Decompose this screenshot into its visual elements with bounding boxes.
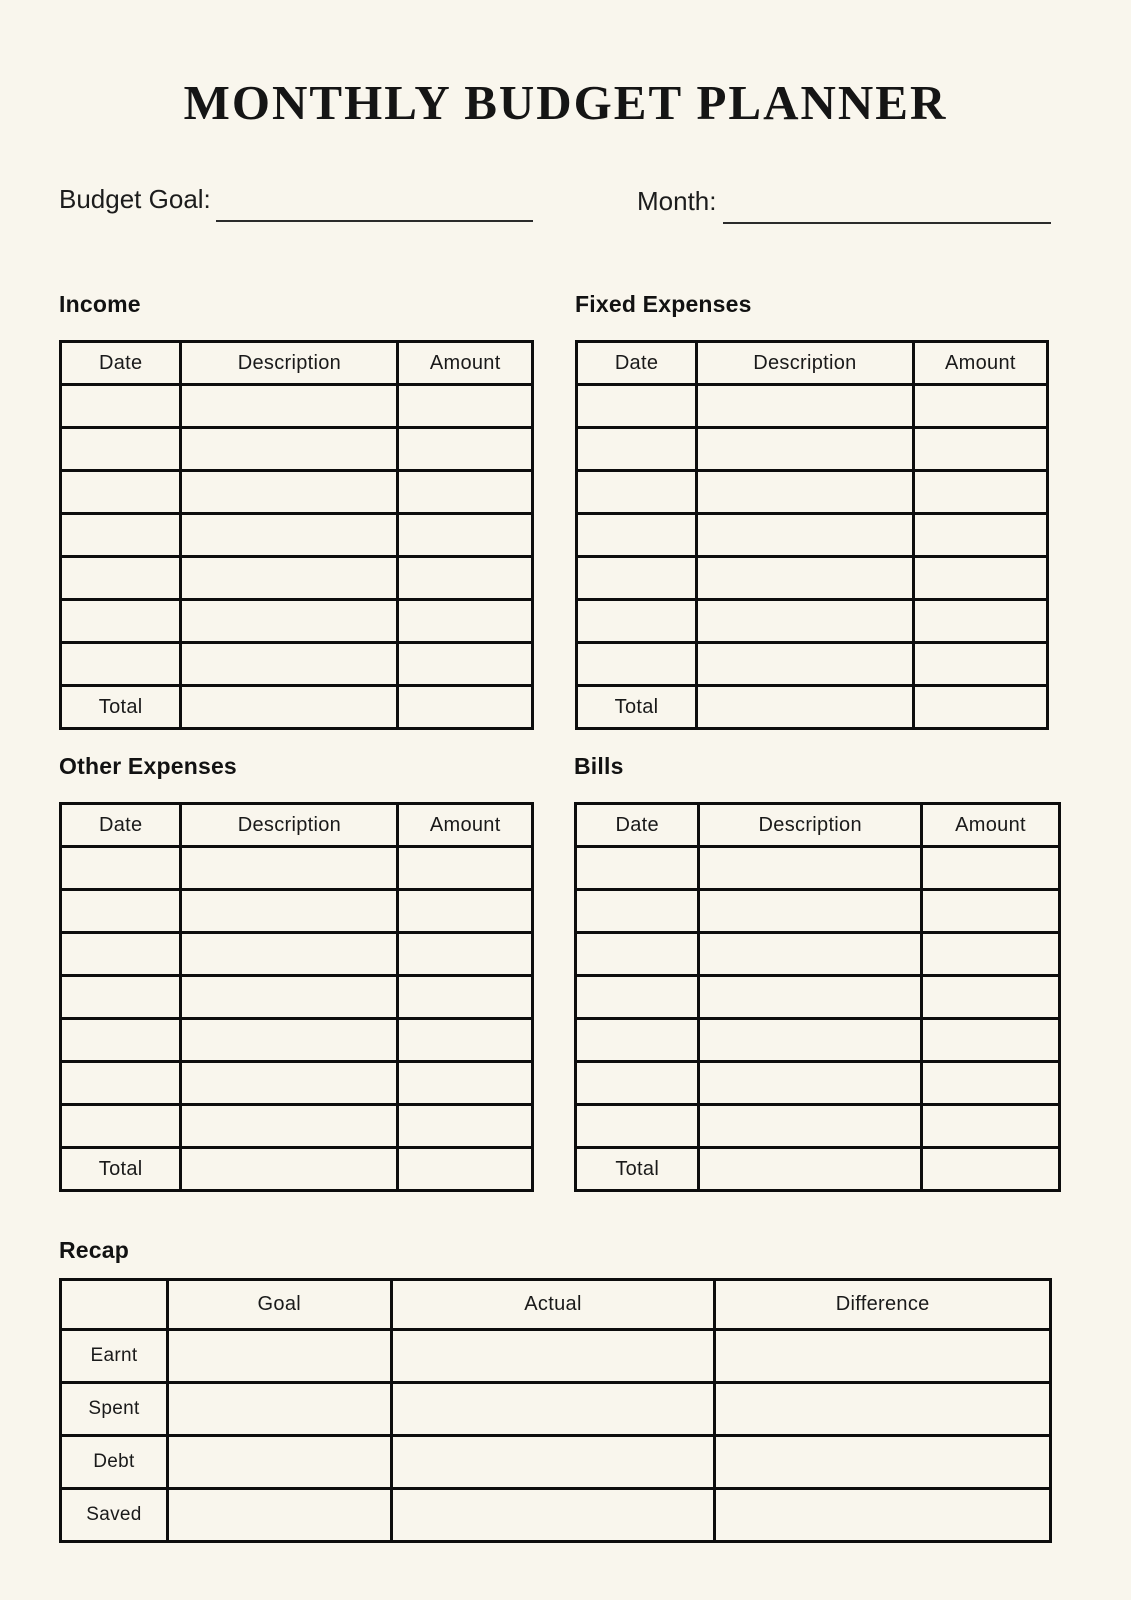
empty-cell [922, 1148, 1060, 1191]
recap-row-saved [61, 1489, 1051, 1542]
table-row [576, 933, 1060, 976]
other-expenses-section-title: Other Expenses [59, 753, 237, 779]
empty-cell [61, 847, 181, 890]
total-label: Total [61, 686, 181, 729]
table-row [61, 643, 533, 686]
row-label: Debt [61, 1436, 168, 1489]
empty-cell [391, 1383, 715, 1436]
empty-cell [697, 514, 914, 557]
empty-cell [61, 643, 181, 686]
table-row [577, 471, 1048, 514]
table-row [61, 385, 533, 428]
empty-cell [398, 514, 533, 557]
empty-cell [61, 471, 181, 514]
empty-cell [697, 643, 914, 686]
empty-cell [922, 976, 1060, 1019]
date-column-header: Date [577, 342, 697, 385]
empty-cell [391, 1330, 715, 1383]
section-recap [59, 1236, 1052, 1543]
header-row [576, 804, 1060, 847]
budget-goal-fill-line [216, 220, 533, 222]
empty-cell [715, 1330, 1051, 1383]
empty-cell [181, 1062, 398, 1105]
empty-cell [913, 471, 1047, 514]
empty-cell [699, 976, 922, 1019]
empty-cell [697, 385, 914, 428]
table-row [61, 514, 533, 557]
total-row [576, 1148, 1060, 1191]
empty-cell [398, 890, 533, 933]
empty-cell [577, 385, 697, 428]
empty-cell [913, 600, 1047, 643]
blank-corner-header [61, 1280, 168, 1330]
page-title: MONTHLY BUDGET PLANNER [183, 75, 948, 130]
total-label: Total [576, 1148, 699, 1191]
goal-column-header: Goal [167, 1280, 391, 1330]
section-fixed-expenses [575, 290, 1049, 730]
description-column-header: Description [697, 342, 914, 385]
date-column-header: Date [576, 804, 699, 847]
header-row [577, 342, 1048, 385]
empty-cell [577, 600, 697, 643]
empty-cell [715, 1436, 1051, 1489]
empty-cell [577, 471, 697, 514]
table-row [576, 1019, 1060, 1062]
empty-cell [576, 976, 699, 1019]
empty-cell [913, 428, 1047, 471]
empty-cell [577, 514, 697, 557]
date-column-header: Date [61, 804, 181, 847]
empty-cell [167, 1489, 391, 1542]
total-row [61, 1148, 533, 1191]
month-label: Month: [637, 186, 717, 216]
header-row [61, 804, 533, 847]
empty-cell [167, 1383, 391, 1436]
empty-cell [715, 1489, 1051, 1542]
empty-cell [913, 514, 1047, 557]
empty-cell [167, 1330, 391, 1383]
empty-cell [699, 1105, 922, 1148]
empty-cell [181, 471, 398, 514]
bills-section-title: Bills [574, 753, 624, 779]
empty-cell [398, 428, 533, 471]
empty-cell [181, 686, 398, 729]
empty-cell [181, 976, 398, 1019]
empty-cell [181, 385, 398, 428]
row-label: Spent [61, 1383, 168, 1436]
empty-cell [181, 1019, 398, 1062]
empty-cell [391, 1489, 715, 1542]
table-row [577, 643, 1048, 686]
row-label: Saved [61, 1489, 168, 1542]
empty-cell [61, 514, 181, 557]
description-column-header: Description [699, 804, 922, 847]
empty-cell [576, 847, 699, 890]
empty-cell [577, 428, 697, 471]
empty-cell [576, 890, 699, 933]
empty-cell [181, 1105, 398, 1148]
empty-cell [398, 1019, 533, 1062]
empty-cell [576, 933, 699, 976]
table-row [61, 847, 533, 890]
empty-cell [699, 1019, 922, 1062]
empty-cell [699, 1062, 922, 1105]
description-column-header: Description [181, 342, 398, 385]
empty-cell [699, 890, 922, 933]
empty-cell [697, 428, 914, 471]
actual-column-header: Actual [391, 1280, 715, 1330]
description-column-header: Description [181, 804, 398, 847]
empty-cell [697, 686, 914, 729]
table-row [577, 557, 1048, 600]
empty-cell [61, 1062, 181, 1105]
bills-table [574, 802, 1061, 1192]
empty-cell [181, 1148, 398, 1191]
difference-column-header: Difference [715, 1280, 1051, 1330]
empty-cell [181, 428, 398, 471]
empty-cell [697, 600, 914, 643]
empty-cell [61, 557, 181, 600]
month-fill-line [723, 222, 1051, 224]
date-column-header: Date [61, 342, 181, 385]
empty-cell [398, 471, 533, 514]
empty-cell [398, 1105, 533, 1148]
empty-cell [398, 976, 533, 1019]
empty-cell [577, 643, 697, 686]
recap-row-debt [61, 1436, 1051, 1489]
table-row [61, 1062, 533, 1105]
total-label: Total [61, 1148, 181, 1191]
table-row [577, 600, 1048, 643]
empty-cell [181, 514, 398, 557]
empty-cell [922, 933, 1060, 976]
empty-cell [391, 1436, 715, 1489]
empty-cell [181, 890, 398, 933]
empty-cell [61, 600, 181, 643]
empty-cell [576, 1019, 699, 1062]
amount-column-header: Amount [398, 342, 533, 385]
empty-cell [181, 600, 398, 643]
empty-cell [922, 847, 1060, 890]
empty-cell [181, 847, 398, 890]
section-income [59, 290, 534, 730]
empty-cell [398, 643, 533, 686]
empty-cell [913, 686, 1047, 729]
empty-cell [61, 976, 181, 1019]
table-row [61, 1019, 533, 1062]
empty-cell [699, 847, 922, 890]
fixed-expenses-section-title: Fixed Expenses [575, 291, 752, 317]
income-section-title: Income [59, 291, 141, 317]
empty-cell [181, 557, 398, 600]
table-row [61, 933, 533, 976]
empty-cell [398, 1062, 533, 1105]
table-row [61, 600, 533, 643]
amount-column-header: Amount [913, 342, 1047, 385]
table-row [61, 890, 533, 933]
header-row [61, 1280, 1051, 1330]
recap-row-earnt [61, 1330, 1051, 1383]
empty-cell [398, 1148, 533, 1191]
amount-column-header: Amount [922, 804, 1060, 847]
empty-cell [576, 1105, 699, 1148]
empty-cell [398, 557, 533, 600]
row-label: Earnt [61, 1330, 168, 1383]
table-row [576, 890, 1060, 933]
table-row [61, 1105, 533, 1148]
table-row [576, 847, 1060, 890]
empty-cell [398, 600, 533, 643]
income-table [59, 340, 534, 730]
empty-cell [398, 933, 533, 976]
empty-cell [61, 1019, 181, 1062]
table-row [61, 471, 533, 514]
empty-cell [398, 686, 533, 729]
table-row [576, 976, 1060, 1019]
empty-cell [576, 1062, 699, 1105]
empty-cell [922, 890, 1060, 933]
table-row [61, 976, 533, 1019]
empty-cell [181, 933, 398, 976]
empty-cell [922, 1019, 1060, 1062]
empty-cell [577, 557, 697, 600]
header-row [61, 342, 533, 385]
empty-cell [913, 385, 1047, 428]
table-row [577, 385, 1048, 428]
empty-cell [61, 933, 181, 976]
empty-cell [61, 1105, 181, 1148]
recap-row-spent [61, 1383, 1051, 1436]
empty-cell [61, 428, 181, 471]
fixed-expenses-table [575, 340, 1049, 730]
empty-cell [715, 1383, 1051, 1436]
amount-column-header: Amount [398, 804, 533, 847]
empty-cell [922, 1105, 1060, 1148]
empty-cell [697, 471, 914, 514]
empty-cell [398, 385, 533, 428]
empty-cell [167, 1436, 391, 1489]
section-bills [574, 752, 1061, 1192]
table-row [61, 428, 533, 471]
section-other-expenses [59, 752, 534, 1192]
table-row [61, 557, 533, 600]
table-row [577, 514, 1048, 557]
empty-cell [61, 385, 181, 428]
empty-cell [913, 643, 1047, 686]
recap-table [59, 1278, 1052, 1543]
budget-goal-label: Budget Goal: [59, 184, 211, 214]
table-row [576, 1105, 1060, 1148]
empty-cell [922, 1062, 1060, 1105]
table-row [576, 1062, 1060, 1105]
empty-cell [697, 557, 914, 600]
total-label: Total [577, 686, 697, 729]
total-row [577, 686, 1048, 729]
total-row [61, 686, 533, 729]
empty-cell [699, 1148, 922, 1191]
empty-cell [61, 890, 181, 933]
recap-section-title: Recap [59, 1237, 130, 1263]
table-row [577, 428, 1048, 471]
empty-cell [913, 557, 1047, 600]
empty-cell [181, 643, 398, 686]
empty-cell [398, 847, 533, 890]
empty-cell [699, 933, 922, 976]
other-expenses-table [59, 802, 534, 1192]
